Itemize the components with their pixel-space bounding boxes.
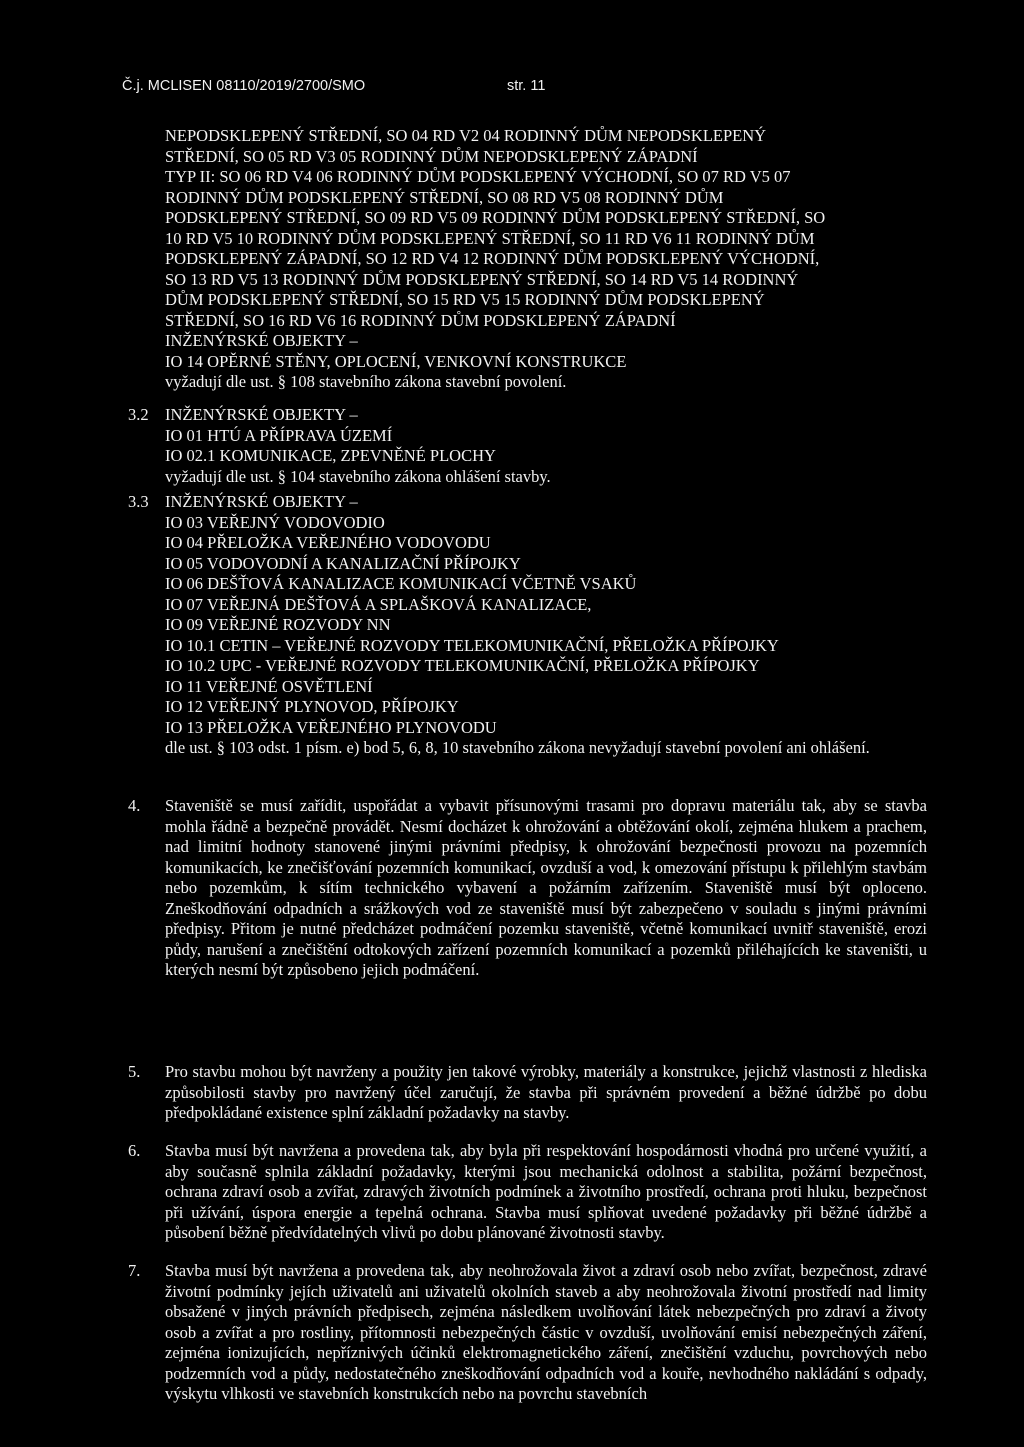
reference-number: Č.j. MCLISEN 08110/2019/2700/SMO xyxy=(122,78,366,94)
section-3-2 xyxy=(128,405,927,487)
condition-7 xyxy=(128,1261,927,1405)
intro-line: SO 13 RD V5 13 RODINNÝ DŮM PODSKLEPENÝ STŘEDNÍ, SO 14 RD V5 14 RODINNÝ xyxy=(165,269,799,289)
intro-line: INŽENÝRSKÉ OBJEKTY – xyxy=(165,331,358,350)
section-line: IO 04 PŘELOŽKA VEŘEJNÉHO VODOVODU xyxy=(165,533,491,552)
page-header xyxy=(122,78,546,94)
section-line: IO 01 HTÚ A PŘÍPRAVA ÚZEMÍ xyxy=(165,425,393,445)
condition-number: 7. xyxy=(128,1261,141,1280)
condition-number: 4. xyxy=(128,796,141,815)
section-line: IO 07 VEŘEJNÁ DEŠŤOVÁ A SPLAŠKOVÁ KANALIZACE, xyxy=(165,594,592,614)
section-line: IO 05 VODOVODNÍ A KANALIZAČNÍ PŘÍPOJKY xyxy=(165,553,521,573)
section-number: 3.2 xyxy=(128,405,149,424)
section-line: IO 12 VEŘEJNÝ PLYNOVOD, PŘÍPOJKY xyxy=(165,697,459,716)
intro-line: PODSKLEPENÝ ZÁPADNÍ, SO 12 RD V4 12 RODINNÝ DŮM PODSKLEPENÝ VÝCHODNÍ, xyxy=(165,249,820,268)
intro-line: 10 RD V5 10 RODINNÝ DŮM PODSKLEPENÝ STŘEDNÍ, SO 11 RD V6 11 RODINNÝ DŮM xyxy=(165,228,815,248)
section-line: INŽENÝRSKÉ OBJEKTY – xyxy=(165,405,358,424)
section-3-3 xyxy=(128,492,927,759)
condition-number: 5. xyxy=(128,1062,141,1081)
section-line: IO 02.1 KOMUNIKACE, ZPEVNĚNÉ PLOCHY xyxy=(165,446,496,465)
page-number: str. 11 xyxy=(507,78,546,94)
section-paragraph: dle ust. § 103 odst. 1 písm. e) bod 5, 6, 8, 10 stavebního zákona nevyžadují stavební povolení ani ohlášení. xyxy=(165,738,870,757)
intro-block xyxy=(165,126,927,393)
intro-line: IO 14 OPĚRNÉ STĚNY, OPLOCENÍ, VENKOVNÍ KONSTRUKCE xyxy=(165,351,627,371)
section-line: IO 10.2 UPC - VEŘEJNÉ ROZVODY TELEKOMUNIKAČNÍ, PŘELOŽKA PŘÍPOJKY xyxy=(165,656,760,675)
intro-line: NEPODSKLEPENÝ STŘEDNÍ, SO 04 RD V2 04 RODINNÝ DŮM NEPODSKLEPENÝ xyxy=(165,126,767,145)
section-line: IO 10.1 CETIN – VEŘEJNÉ ROZVODY TELEKOMUNIKAČNÍ, PŘELOŽKA PŘÍPOJKY xyxy=(165,635,779,655)
condition-number: 6. xyxy=(128,1141,141,1160)
section-line: IO 03 VEŘEJNÝ VODOVODIO xyxy=(165,512,385,532)
intro-line: TYP II: SO 06 RD V4 06 RODINNÝ DŮM PODSKLEPENÝ VÝCHODNÍ, SO 07 RD V5 07 xyxy=(165,167,791,186)
condition-text: Pro stavbu mohou být navrženy a použity jen takové výrobky, materiály a konstrukce, jejichž vlastnosti z hlediska způsobilosti stavby pro navržený účel zaručují, že stavba při správném provedení a běžné údržbě po dobu předpokládané existence splní základní požadavky na stavby. xyxy=(165,1062,927,1122)
section-number: 3.3 xyxy=(128,492,149,511)
section-line: vyžadují dle ust. § 104 stavebního zákona ohlášení stavby. xyxy=(165,466,551,486)
section-line: IO 13 PŘELOŽKA VEŘEJNÉHO PLYNOVODU xyxy=(165,717,497,737)
section-line: IO 06 DEŠŤOVÁ KANALIZACE KOMUNIKACÍ VČETNĚ VSAKŮ xyxy=(165,574,637,593)
condition-text: Stavba musí být navržena a provedena tak, aby neohrožovala život a zdraví osob nebo zvířat, bezpečnost, zdravé životní podmínky jejích uživatelů ani uživatelů okolních staveb a aby neohrožovala životní prostředí nad limity obsažené v jiných právních předpisech, zejména následkem uvolňování látek nebezpečných pro zdraví a životy osob a zvířat a pro rostliny, přítomnosti nebezpečných částic v ovzduší, uvolňování emisí nebezpečných záření, zejména ionizujících, nepříznivých účinků elektromagnetického záření, znečištění vzduchu, povrchových nebo podzemních vod a půdy, nedostatečného zneškodňování odpadních vod a kouře, nevhodného nakládání s odpady, výskytu vlhkosti ve stavebních konstrukcích nebo na povrchu stavebních xyxy=(165,1261,927,1403)
intro-line: vyžadují dle ust. § 108 stavebního zákona stavební povolení. xyxy=(165,372,567,391)
section-line: IO 09 VEŘEJNÉ ROZVODY NN xyxy=(165,615,391,634)
condition-6 xyxy=(128,1141,927,1244)
intro-line: PODSKLEPENÝ STŘEDNÍ, SO 09 RD V5 09 RODINNÝ DŮM PODSKLEPENÝ STŘEDNÍ, SO xyxy=(165,208,826,227)
condition-5 xyxy=(128,1062,927,1124)
intro-line: STŘEDNÍ, SO 05 RD V3 05 RODINNÝ DŮM NEPODSKLEPENÝ ZÁPADNÍ xyxy=(165,146,698,166)
intro-line: RODINNÝ DŮM PODSKLEPENÝ STŘEDNÍ, SO 08 RD V5 08 RODINNÝ DŮM xyxy=(165,187,724,207)
condition-text: Staveniště se musí zařídit, uspořádat a vybavit přísunovými trasami pro dopravu materiálu tak, aby se stavba mohla řádně a bezpečně provádět. Nesmí docházet k ohrožování a obtěžování okolí, zejména hlukem a prachem, nad limitní hodnoty stanovené jinými právními předpisy, k ohrožování bezpečnosti provozu na pozemních komunikacích, ke znečišťování pozemních komunikací, ovzduší a vod, k omezování přístupu k přilehlým stavbám nebo pozemkům, k sítím technického vybavení a požárním zařízením. Staveniště musí být oploceno. Zneškodňování odpadních a srážkových vod ze staveniště musí být zabezpečeno v souladu s jinými právními předpisy. Přitom je nutné předcházet podmáčení pozemku staveniště, včetně komunikací uvnitř staveniště, erozi půdy, narušení a znečištění odtokových zařízení pozemních komunikací a pozemků přiléhajících ke staveništi, u kterých nesmí být způsobeno jejich podmáčení. xyxy=(165,796,927,979)
section-line: IO 11 VEŘEJNÉ OSVĚTLENÍ xyxy=(165,676,373,696)
condition-4 xyxy=(128,796,927,981)
intro-line: STŘEDNÍ, SO 16 RD V6 16 RODINNÝ DŮM PODSKLEPENÝ ZÁPADNÍ xyxy=(165,310,676,330)
condition-text: Stavba musí být navržena a provedena tak, aby byla při respektování hospodárnosti vhodná pro určené využití, a aby současně splnila základní požadavky, kterými jsou mechanická odolnost a stabilita, požární bezpečnost, ochrana zdraví osob a zvířat, zdravých životních podmínek a životního prostředí, ochrana proti hluku, bezpečnost při užívání, úspora energie a tepelná ochrana. Stavba musí splňovat uvedené požadavky při běžné údržbě a působení běžně předvídatelných vlivů po dobu plánované životnosti stavby. xyxy=(165,1141,927,1242)
section-line: INŽENÝRSKÉ OBJEKTY – xyxy=(165,492,358,511)
intro-line: DŮM PODSKLEPENÝ STŘEDNÍ, SO 15 RD V5 15 RODINNÝ DŮM PODSKLEPENÝ xyxy=(165,290,765,309)
